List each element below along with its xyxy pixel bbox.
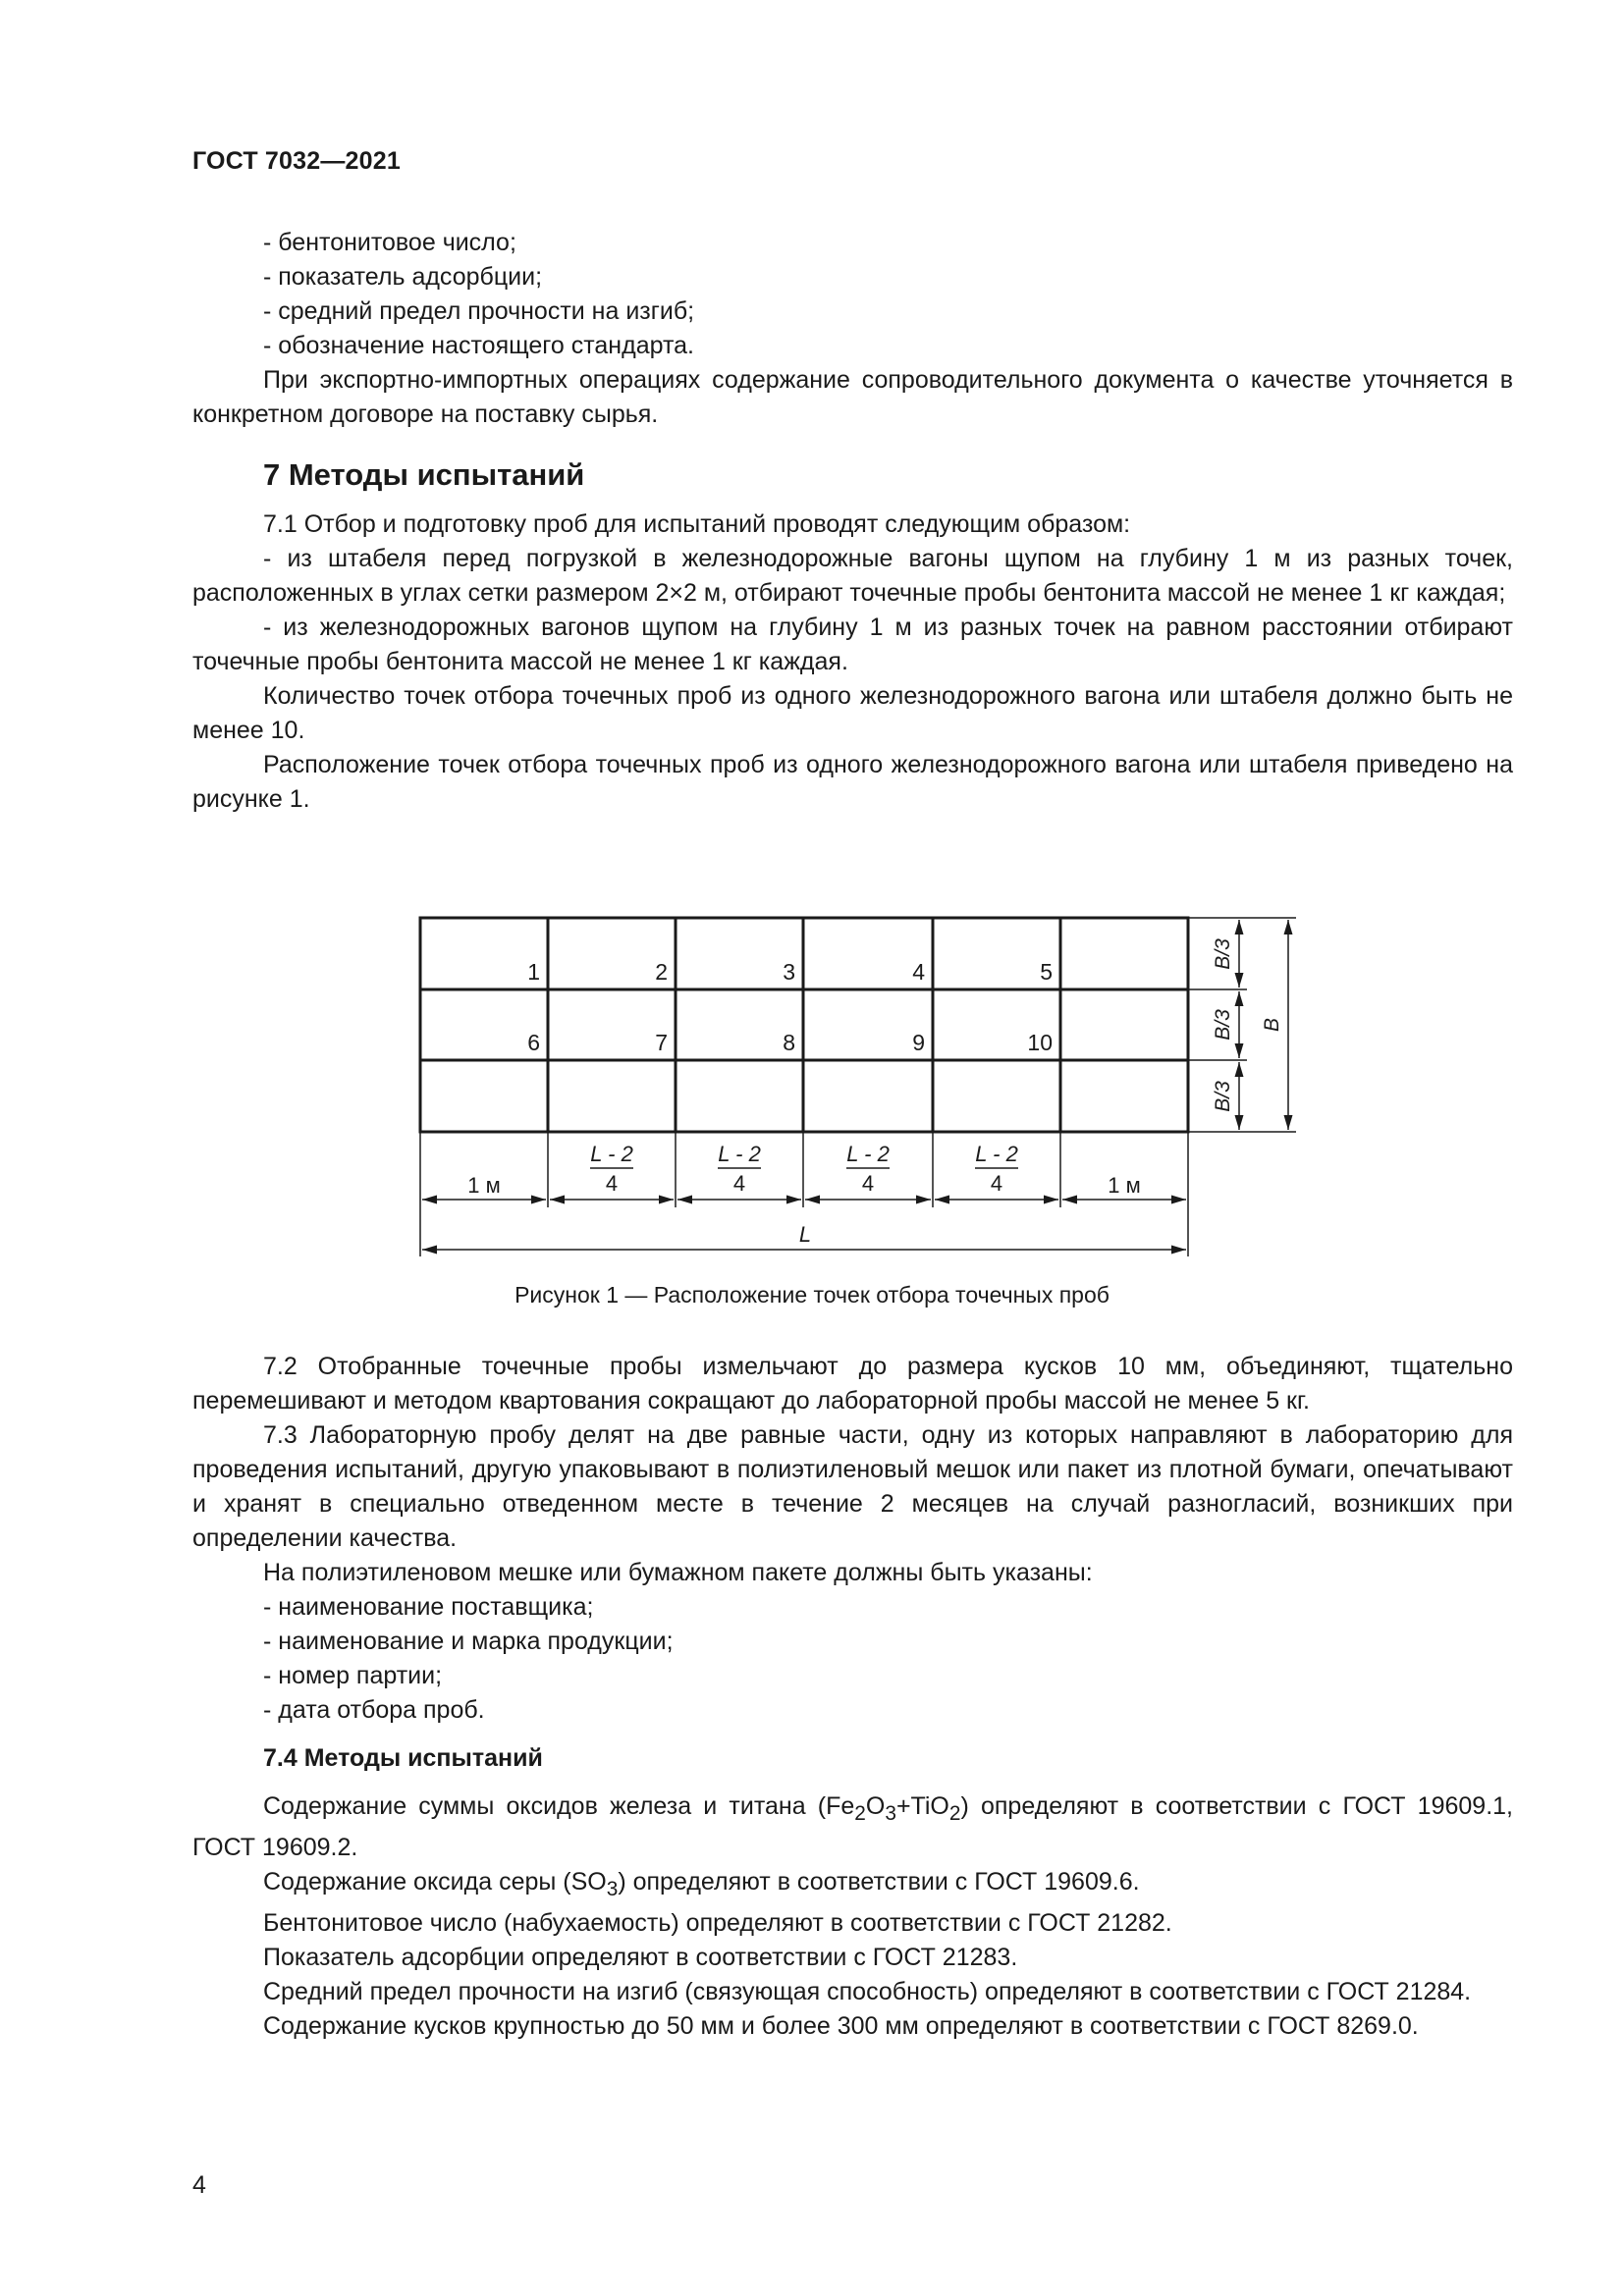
dim-fraction-num: L - 2 [718, 1142, 761, 1166]
list-item: - из штабеля перед погрузкой в железнодорожные вагоны щупом на глубину 1 м из разных точек, расположенных в углах сетки размером 2×2 м, отбирают точечные пробы бентонита массой не менее 1 кг каждая; [192, 545, 1513, 607]
dim-fraction-den: 4 [732, 1171, 746, 1196]
figure-caption: Рисунок 1 — Расположение точек отбора точечных проб [514, 1282, 1110, 1308]
sample-point: 5 [1040, 959, 1053, 985]
list-item: - средний предел прочности на изгиб; [263, 297, 695, 325]
text-block-bottom [192, 1350, 1513, 2044]
page-number: 4 [192, 2171, 206, 2199]
section-7-4-title: 7.4 Методы испытаний [263, 1744, 543, 1772]
dim-b3: B/3 [1212, 938, 1234, 970]
paragraph-location: Расположение точек отбора точечных проб из одного железнодорожного вагона или штабеля приведено на рисунке 1. [192, 751, 1513, 813]
dim-total-length: L [798, 1222, 812, 1247]
paragraph-export: При экспортно-импортных операциях содержание сопроводительного документа о качестве уточняется в конкретном договоре на поставку сырья. [192, 366, 1513, 428]
dim-1m-right: 1 м [1108, 1173, 1141, 1198]
paragraph-count: Количество точек отбора точечных проб из одного железнодорожного вагона или штабеля должно быть не менее 10. [192, 682, 1513, 744]
paragraph-adsorption: Показатель адсорбции определяют в соответствии с ГОСТ 21283. [263, 1944, 1018, 1971]
list-item: - бентонитовое число; [263, 229, 516, 256]
dim-fraction-num: L - 2 [975, 1142, 1018, 1166]
paragraph-strength: Средний предел прочности на изгиб (связующая способность) определяют в соответствии с ГОСТ 21284. [263, 1978, 1472, 2005]
sample-point: 6 [527, 1030, 540, 1055]
section-7-title: 7 Методы испытаний [263, 457, 585, 492]
paragraph-fe-ti: Содержание суммы оксидов железа и титана $(Fe_2O_3+TiO_2)$ определяют в соответствии с ГОСТ 19609.1, ГОСТ 19609.2. [192, 1792, 1513, 1861]
paragraph-bag: На полиэтиленовом мешке или бумажном пакете должны быть указаны: [263, 1559, 1093, 1586]
list-item: - номер партии; [263, 1662, 443, 1689]
dim-fraction-den: 4 [990, 1171, 1003, 1196]
dim-b3: B/3 [1212, 1009, 1234, 1041]
sample-point: 9 [912, 1030, 925, 1055]
sample-point: 10 [1027, 1030, 1053, 1055]
list-item: - из железнодорожных вагонов щупом на глубину 1 м из разных точек на равном расстоянии отбирают точечные пробы бентонита массой не менее 1 кг каждая. [192, 614, 1513, 675]
dim-fraction-den: 4 [605, 1171, 619, 1196]
dim-b3: B/3 [1212, 1081, 1234, 1112]
paragraph-lumps: Содержание кусков крупностью до 50 мм и более 300 мм определяют в соответствии с ГОСТ 8269.0. [263, 2012, 1419, 2040]
list-item: - наименование поставщика; [263, 1593, 594, 1621]
dim-fraction-den: 4 [861, 1171, 875, 1196]
paragraph-7-3: 7.3 Лабораторную пробу делят на две равные части, одну из которых направляют в лабораторию для проведения испытаний, другую упаковывают в полиэтиленовый мешок или пакет из плотной бумаги, опечатывают и хранят в специально отведенном месте в течение 2 месяцев на случай разногласий, возникших при определении качества. [192, 1421, 1513, 1552]
sample-point: 4 [912, 959, 925, 985]
sampling-grid [420, 918, 1188, 1132]
list-item: - показатель адсорбции; [263, 263, 543, 291]
list-item: - обозначение настоящего стандарта. [263, 332, 694, 359]
paragraph-7-1: 7.1 Отбор и подготовку проб для испытаний проводят следующим образом: [263, 510, 1131, 538]
dim-fraction-num: L - 2 [846, 1142, 890, 1166]
sample-point: 7 [655, 1030, 668, 1055]
list-item: - дата отбора проб. [263, 1696, 485, 1724]
sample-point: 3 [783, 959, 795, 985]
paragraph-7-2: 7.2 Отобранные точечные пробы измельчают до размера кусков 10 мм, объединяют, тщательно перемешивают и методом квартования сокращают до лабораторной пробы массой не менее 5 кг. [192, 1353, 1513, 1415]
sample-point: 8 [783, 1030, 795, 1055]
list-item: - наименование и марка продукции; [263, 1628, 674, 1655]
dim-fraction-num: L - 2 [590, 1142, 633, 1166]
paragraph-so3: Содержание оксида серы $(SO_3)$ определяют в соответствии с ГОСТ 19609.6. [263, 1868, 1140, 1900]
sample-point: 1 [527, 959, 540, 985]
dim-1m-left: 1 м [467, 1173, 501, 1198]
dim-b: B [1261, 1017, 1283, 1033]
document-header: ГОСТ 7032—2021 [192, 147, 401, 175]
sample-point: 2 [655, 959, 668, 985]
paragraph-bentonite-number: Бентонитовое число (набухаемость) определяют в соответствии с ГОСТ 21282. [263, 1909, 1172, 1937]
